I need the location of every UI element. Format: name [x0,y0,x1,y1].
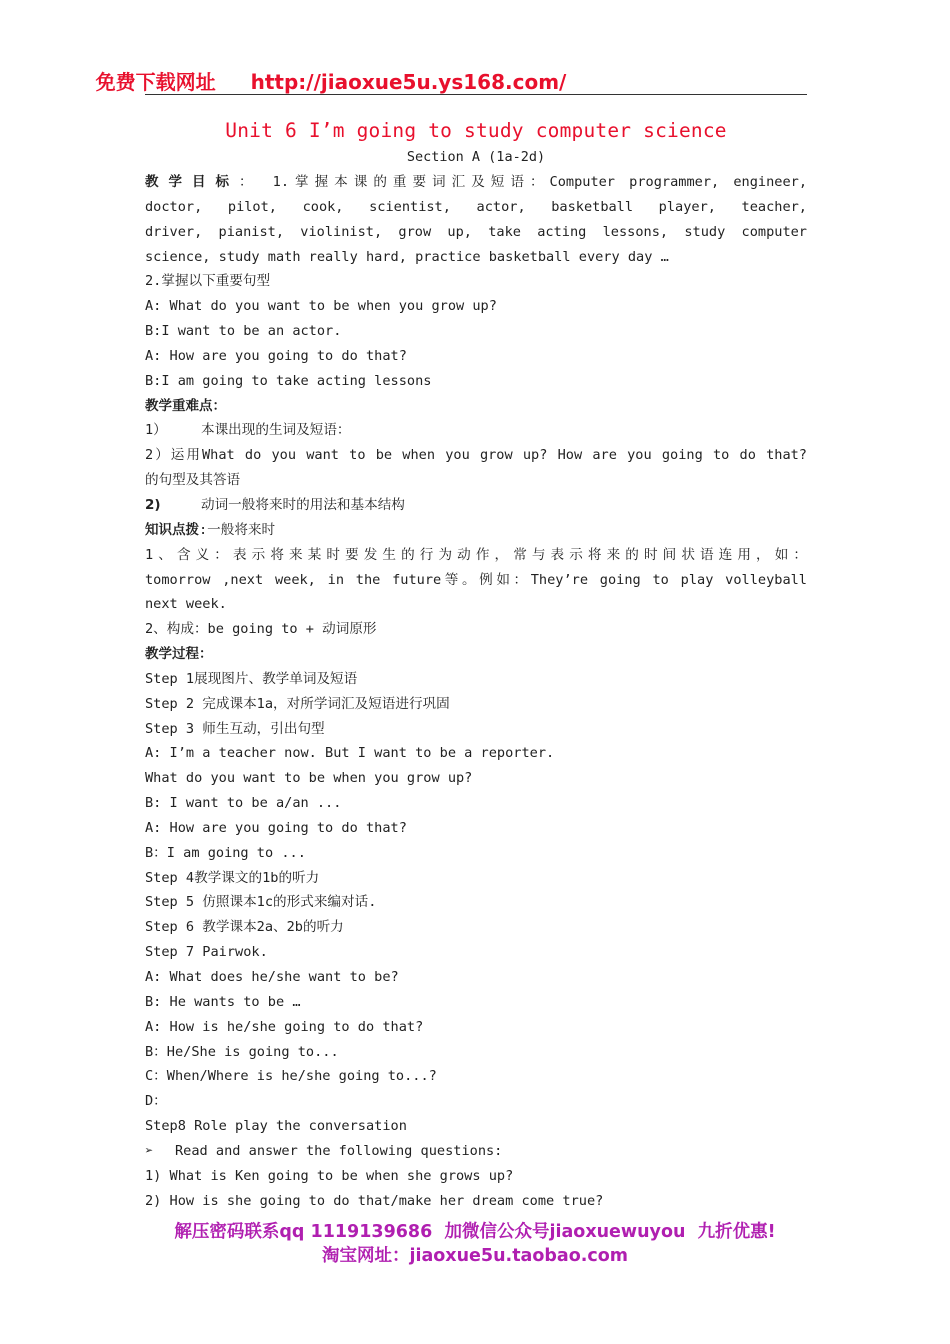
question-1: 1) What is Ken going to be when she grows up? [145,1167,514,1184]
difficulty-item-1-text: 本课出现的生词及短语： [201,422,351,439]
footer-mid: 加微信公众号 [444,1222,550,1242]
difficulties-heading: 教学重难点： [145,397,226,414]
header-label: 免费下载网址 [95,70,216,94]
process-line: Step 1展现图片、教学单词及短语 [145,670,358,687]
sentence-3: A: How are you going to do that? [145,347,407,364]
question-2: 2) How is she going to do that/make her dream come true? [145,1192,604,1209]
sentence-4: B:I am going to take acting lessons [145,372,432,389]
difficulty-item-2-line-1: 2）运用What do you want to be when you grow up? How are you going to do that? [145,447,807,464]
process-line: D： [145,1093,167,1110]
difficulty-item-1 [145,418,807,443]
knowledge-line-1: 1、含义：表示将来某时要发生的行为动作，常与表示将来的时间状语连用，如： [145,546,807,563]
knowledge-heading-rest: :一般将来时 [199,521,276,538]
footer-prefix: 解压密码联系 [174,1222,280,1242]
page-title: Unit 6 I’m going to study computer science [225,119,727,142]
goals-line-4: science, study math really hard, practice basketball every day … [145,248,669,265]
goals-line-1 [145,170,807,195]
goals-text: ： 1.掌握本课的重要词汇及短语：Computer programmer, engineer, [238,174,807,190]
process-line: Step 3 师生互动，引出句型 [145,720,325,737]
process-line: Step 7 Pairwok. [145,944,268,961]
footer-discount: 九折优惠! [697,1222,776,1242]
header-url-link[interactable]: http://jiaoxue5u.ys168.com/ [250,70,567,94]
process-steps [145,667,807,1139]
site-header [0,66,662,95]
sentence-2: B:I want to be an actor. [145,323,342,340]
document-body [145,170,807,1213]
process-line: B: He wants to be … [145,993,301,1010]
process-line: Step 5 仿照课本1c的形式来编对话. [145,894,377,911]
difficulty-item-3 [145,493,807,518]
process-line: A: What does he/she want to be? [145,969,399,985]
process-line: Step 2 完成课本1a，对所学词汇及短语进行巩固 [145,695,450,712]
difficulty-item-3-text: 动词一般将来时的用法和基本结构 [201,496,405,513]
process-line: B：He/She is going to... [145,1043,339,1060]
knowledge-heading: 知识点拨 [145,521,199,538]
footer-taobao-link[interactable]: jiaoxue5u.taobao.com [409,1246,629,1266]
footer-wechat: jiaoxuewuyou [549,1222,686,1242]
footer-qq: qq 1119139686 [279,1222,433,1242]
bullet-text: Read and answer the following questions: [175,1142,503,1159]
process-line: B：I am going to ... [145,844,306,861]
process-line: B: I want to be a/an ... [145,795,342,812]
goals-line-3: driver, pianist, violinist, grow up, take acting lessons, study computer [145,223,807,240]
process-line: What do you want to be when you grow up? [145,770,473,787]
footer-contact-line [0,1218,950,1243]
knowledge-heading-line [145,518,807,543]
footer-taobao-prefix: 淘宝网址： [321,1246,410,1266]
knowledge-line-3: next week. [145,596,227,613]
process-line: Step 6 教学课本2a、2b的听力 [145,919,344,936]
process-line: A: I’m a teacher now. But I want to be a reporter. [145,745,555,762]
knowledge-line-2: tomorrow ,next week, in the future等。例如：They’re going to play volleyball [145,571,807,588]
difficulty-item-2-line-2: 的句型及其答语 [145,472,241,489]
footer-taobao-line [0,1242,950,1267]
bullet-line [145,1139,807,1164]
process-line: A: How are you going to do that? [145,819,407,836]
process-line: Step8 Role play the conversation [145,1118,407,1135]
process-line: A: How is he/she going to do that? [145,1018,424,1035]
knowledge-line-4: 2、构成：be going to + 动词原形 [145,621,377,638]
page-subtitle: Section A (1a-2d) [406,149,546,165]
arrow-bullet-icon: ➢ [145,1142,154,1159]
sentences-heading: 2.掌握以下重要句型 [145,273,271,290]
goals-line-2: doctor, pilot, cook, scientist, actor, basketball player, teacher, [145,198,807,215]
difficulty-item-3-num: 2) [145,496,161,513]
process-line: Step 4教学课文的1b的听力 [145,869,320,886]
process-heading: 教学过程： [145,646,213,663]
process-line: C：When/Where is he/she going to...? [145,1068,437,1085]
header-divider [145,94,807,95]
sentence-1: A: What do you want to be when you grow up? [145,298,497,315]
difficulty-item-1-num: 1） [145,422,167,439]
goals-heading: 教学目标 [145,174,239,190]
